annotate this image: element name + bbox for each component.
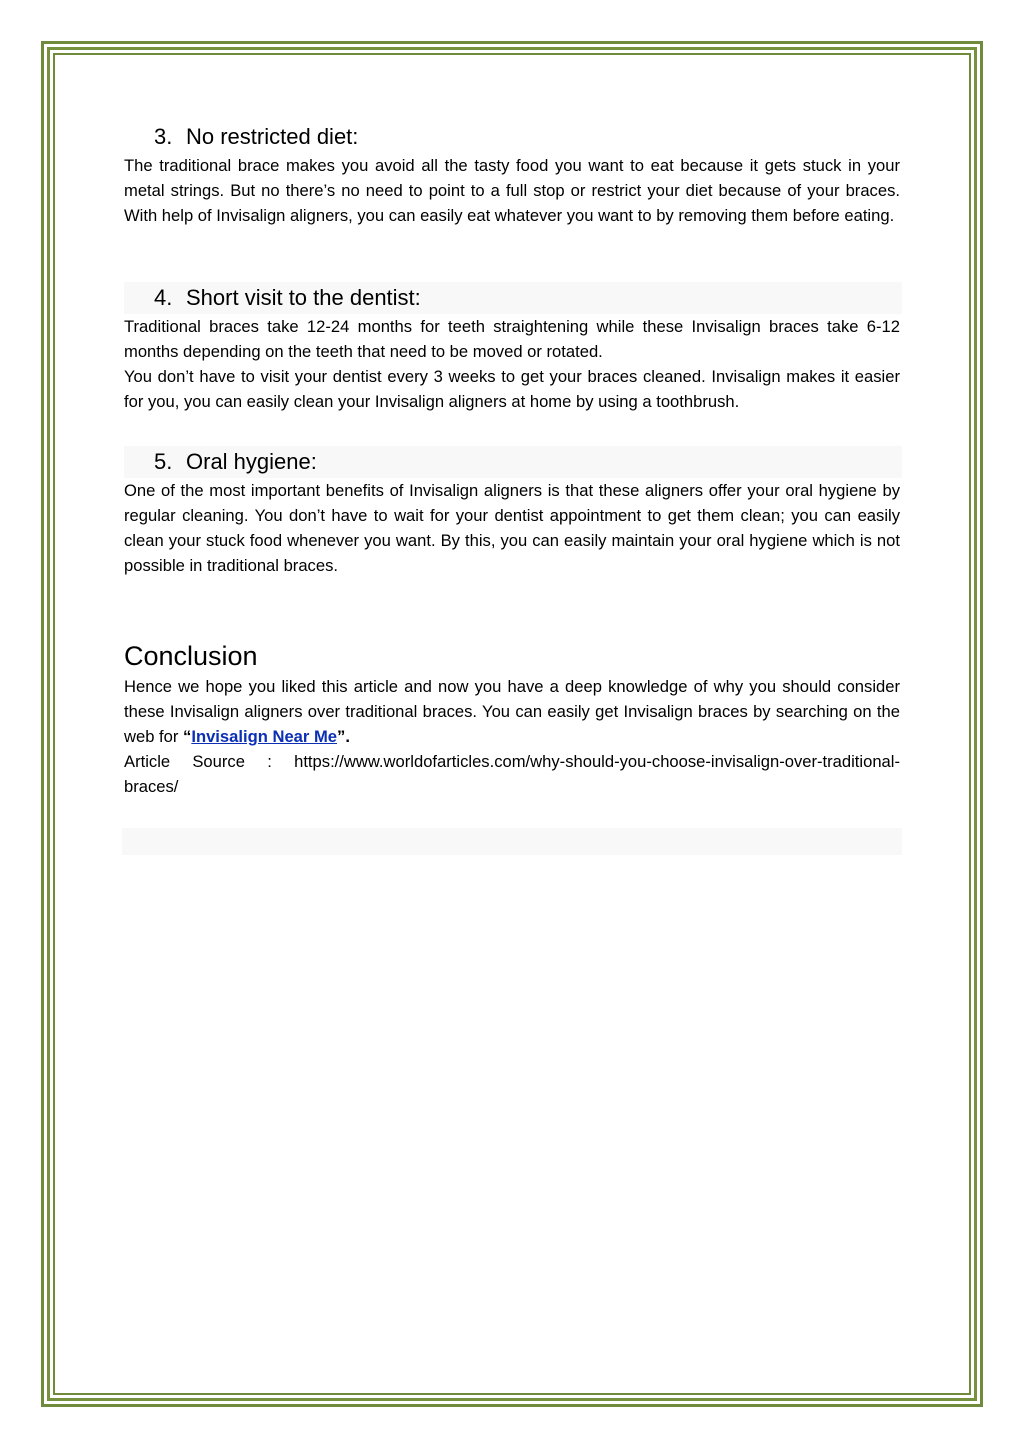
conclusion-paragraph [124, 674, 900, 749]
section-heading-oral-hygiene [124, 446, 902, 478]
section-heading-short-visit [124, 282, 902, 314]
document-body [124, 118, 900, 855]
paragraph-dentist-visits: You don’t have to visit your dentist every 3 weeks to get your braces cleaned. Invisalign makes it easier for you, you can easily clean your Invisalign aligners at home by using a toothbrush. [124, 367, 900, 411]
paragraph-oral-hygiene: One of the most important benefits of Invisalign aligners is that these aligners offer your oral hygiene by regular cleaning. You don’t have to wait for your dentist appointment to get them clean; you can easily clean your stuck food whenever you want. By this, you can easily maintain your oral hygiene which is not possible in traditional braces. [124, 481, 900, 575]
section-number: 3. [154, 124, 173, 149]
conclusion-heading: Conclusion [124, 641, 258, 671]
quote-close: ”. [337, 727, 350, 746]
shaded-empty-block [122, 828, 902, 855]
section-title: Short visit to the dentist: [186, 285, 421, 310]
section-number: 5. [154, 449, 173, 474]
quote-open: “ [183, 727, 192, 746]
section-title: Oral hygiene: [186, 449, 317, 474]
article-source: Article Source : https://www.worldofarticles.com/why-should-you-choose-invisalign-over-traditional-braces/ [124, 752, 900, 796]
section-number: 4. [154, 285, 173, 310]
paragraph-diet: The traditional brace makes you avoid all the tasty food you want to eat because it gets stuck in your metal strings. But no there’s no need to point to a full stop or restrict your diet because of your braces. With help of Invisalign aligners, you can easily eat whatever you want to by removing them before eating. [124, 156, 900, 225]
section-heading-no-restricted-diet [124, 121, 900, 153]
section-title: No restricted diet: [186, 124, 359, 149]
conclusion-text: Hence we hope you liked this article and now you have a deep knowledge of why you should consider these Invisalign aligners over traditional braces. You can easily get Invisalign braces by searching on the web for [124, 677, 900, 746]
paragraph-treatment-duration: Traditional braces take 12-24 months for teeth straightening while these Invisalign braces take 6-12 months depending on the teeth that need to be moved or rotated. [124, 317, 900, 361]
invisalign-near-me-link[interactable]: Invisalign Near Me [191, 727, 338, 746]
